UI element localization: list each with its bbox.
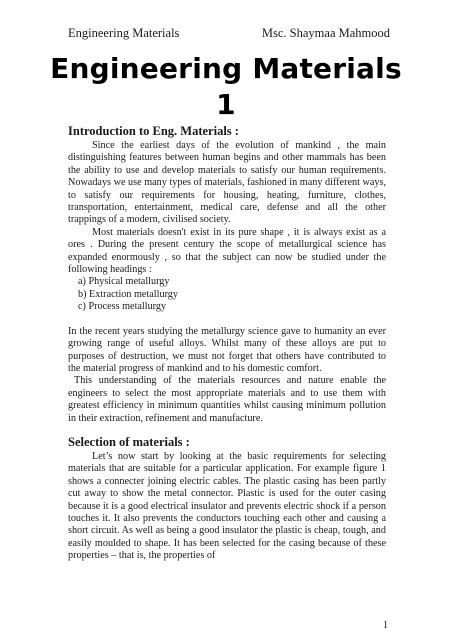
title-number: 1	[216, 88, 236, 121]
paragraph: Most materials doesn't exist in its pure shape , it is always exist as a ores . During the present century the scope of metallurgical science has expanded enormously , so that the subject can now be studied under the following headings :	[68, 226, 386, 276]
list-item: c) Process metallurgy	[78, 301, 167, 313]
paragraph: Let’s now start by looking at the basic requirements for selecting materials that are suitable for a particular application. For example figure 1 shows a connecter joining electric cables. The plastic casing has been partly cut away to show the metal connector. Plastic is used for the outer casing because it is a good electrical insulator and prevents electric shock if a person touches it. It also prevents the conductors touching each other and causing a short circuit. As well as being a good insulator the plastic is cheap, tough, and easily moulded to shape. It has been selected for the casing because of these properties – that is, the properties of	[68, 450, 386, 562]
paragraph: This understanding of the materials resources and nature enable the engineers to select the most appropriate materials and to use them with greatest efficiency in minimum quantities whilst causing minimum pollution in their extraction, refinement and manufacture.	[68, 375, 386, 424]
section-heading-selection: Selection of materials :	[68, 434, 190, 449]
section-heading-introduction: Introduction to Eng. Materials :	[68, 124, 239, 138]
document-title	[0, 52, 452, 122]
list-item: b) Extraction metallurgy	[78, 288, 178, 300]
header-right: Msc. Shaymaa Mahmood	[261, 26, 390, 40]
page-header	[68, 26, 390, 41]
list-item: a) Physical metallurgy	[78, 276, 170, 288]
spacer	[68, 425, 386, 435]
spacer	[68, 314, 386, 326]
page-number: 1	[383, 620, 388, 631]
document-body	[68, 124, 386, 563]
header-left: Engineering Materials	[68, 26, 180, 40]
title-text: Engineering Materials	[50, 52, 402, 85]
paragraph: Since the earliest days of the evolution of mankind , the main distinguishing features between human begins and other mammals has been the ability to use and develop materials to satisfy our human requirements. Nowadays we use many types of materials, fashioned in many different ways, to satisfy our requirements for housing, heating, furniture, clothes, transportation, entertainment, medical care, defense and all the other trappings of a modern, civilised society.	[68, 140, 386, 226]
paragraph: In the recent years studying the metallurgy science gave to humanity an ever growing range of useful alloys. Whilst many of these alloys are put to purposes of destruction, we must not forget that others have contributed to the material progress of mankind and to his domestic comfort.	[68, 325, 386, 374]
headings-list	[68, 276, 386, 313]
